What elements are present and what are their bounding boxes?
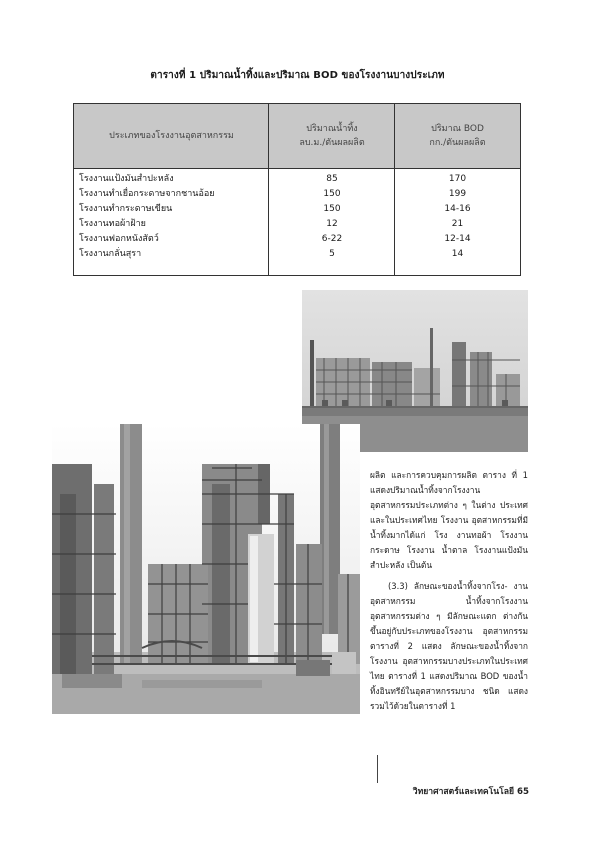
refinery-photo: [52, 424, 360, 714]
table-row: [74, 247, 520, 262]
cell-bod: 170: [448, 174, 467, 184]
header-industry-type: [74, 104, 269, 168]
table-row: [74, 232, 520, 247]
table-row: [74, 202, 520, 217]
body-paragraph-1: ผลิต และการควบคุมการผลิต ตาราง ที่ 1 แสดงปริมาณน้ำทิ้งจากโรงงาน อุตสาหกรรมประเภทต่าง ๆ ในต่าง ประเทศและในประเทศไทย โรงงาน อุตสาหกรรมที่มีน้ำทิ้งมากได้แก่ โรง งานทอผ้า โรงงานกระดาษ โรงงาน น้ำตาล โรงงานแป้งมันสำปะหลัง เป็นต้น: [370, 470, 528, 570]
header-industry-type-label: ประเภทของโรงงานอุตสาหกรรม: [109, 131, 234, 141]
cell-wastewater: 150: [323, 189, 341, 199]
table-row: [74, 217, 520, 232]
cell-bod: 14-16: [444, 204, 471, 214]
header-wastewater: [269, 104, 395, 168]
page-footer: วิทยาศาสตร์และเทคโนโลยี 65: [412, 787, 529, 797]
header-bod-line1: ปริมาณ BOD: [431, 124, 484, 134]
cell-wastewater: 85: [326, 174, 338, 184]
cell-bod: 199: [448, 189, 467, 199]
cell-industry: โรงงานทอผ้าฝ้าย: [79, 219, 146, 229]
cell-industry: โรงงานแป้งมันสำปะหลัง: [79, 174, 174, 184]
header-wastewater-line1: ปริมาณน้ำทิ้ง: [306, 124, 358, 134]
cell-wastewater: 150: [323, 204, 341, 214]
table-body: [74, 172, 520, 262]
cell-industry: โรงงานทำเยื่อกระดาษจากชานอ้อย: [79, 189, 215, 199]
body-paragraph-2: (3.3) ลักษณะของน้ำทิ้งจากโรง- งานอุตสาหกรรม น้ำทิ้งจากโรงงาน อุตสาหกรรมต่าง ๆ มีลักษณะแตก ต่างกัน ขึ้นอยู่กับประเภทของโรงงาน อุตสาหกรรม ตารางที่ 2 แสดง ลักษณะของน้ำทิ้งจากโรงงาน อุตสาหกรรมบางประเภทในประเทศ ไทย ตารางที่ 1 แสดงปริมาณ BOD ของน้ำทิ้งอินทรีย์ในอุตสาหกรรมบาง ชนิด แสดงรวมไว้ด้วยในตารางที่ 1: [370, 581, 528, 711]
column-rule: [377, 755, 378, 783]
cell-industry: โรงงานฟอกหนังสัตว์: [79, 234, 159, 244]
cell-bod: 12-14: [444, 234, 471, 244]
header-bod: [395, 104, 520, 168]
table-row: [74, 187, 520, 202]
cell-industry: โรงงานกลั่นสุรา: [79, 249, 142, 259]
cell-industry: โรงงานทำกระดาษเขียน: [79, 204, 173, 214]
cell-bod: 21: [451, 219, 464, 229]
table-caption: ตารางที่ 1 ปริมาณน้ำทิ้งและปริมาณ BOD ของโรงงานบางประเภท: [150, 70, 445, 81]
cell-wastewater: 12: [326, 219, 338, 229]
header-wastewater-line2: ลบ.ม./ตันผลผลิต: [299, 138, 365, 148]
body-text-column: [370, 468, 528, 720]
cell-bod: 14: [451, 249, 464, 259]
cell-wastewater: 6-22: [321, 234, 343, 244]
cell-wastewater: 5: [329, 249, 335, 259]
table-row: [74, 172, 520, 187]
header-bod-line2: กก./ตันผลผลิต: [429, 138, 486, 148]
data-table: [73, 103, 521, 276]
table-header: [74, 104, 520, 169]
